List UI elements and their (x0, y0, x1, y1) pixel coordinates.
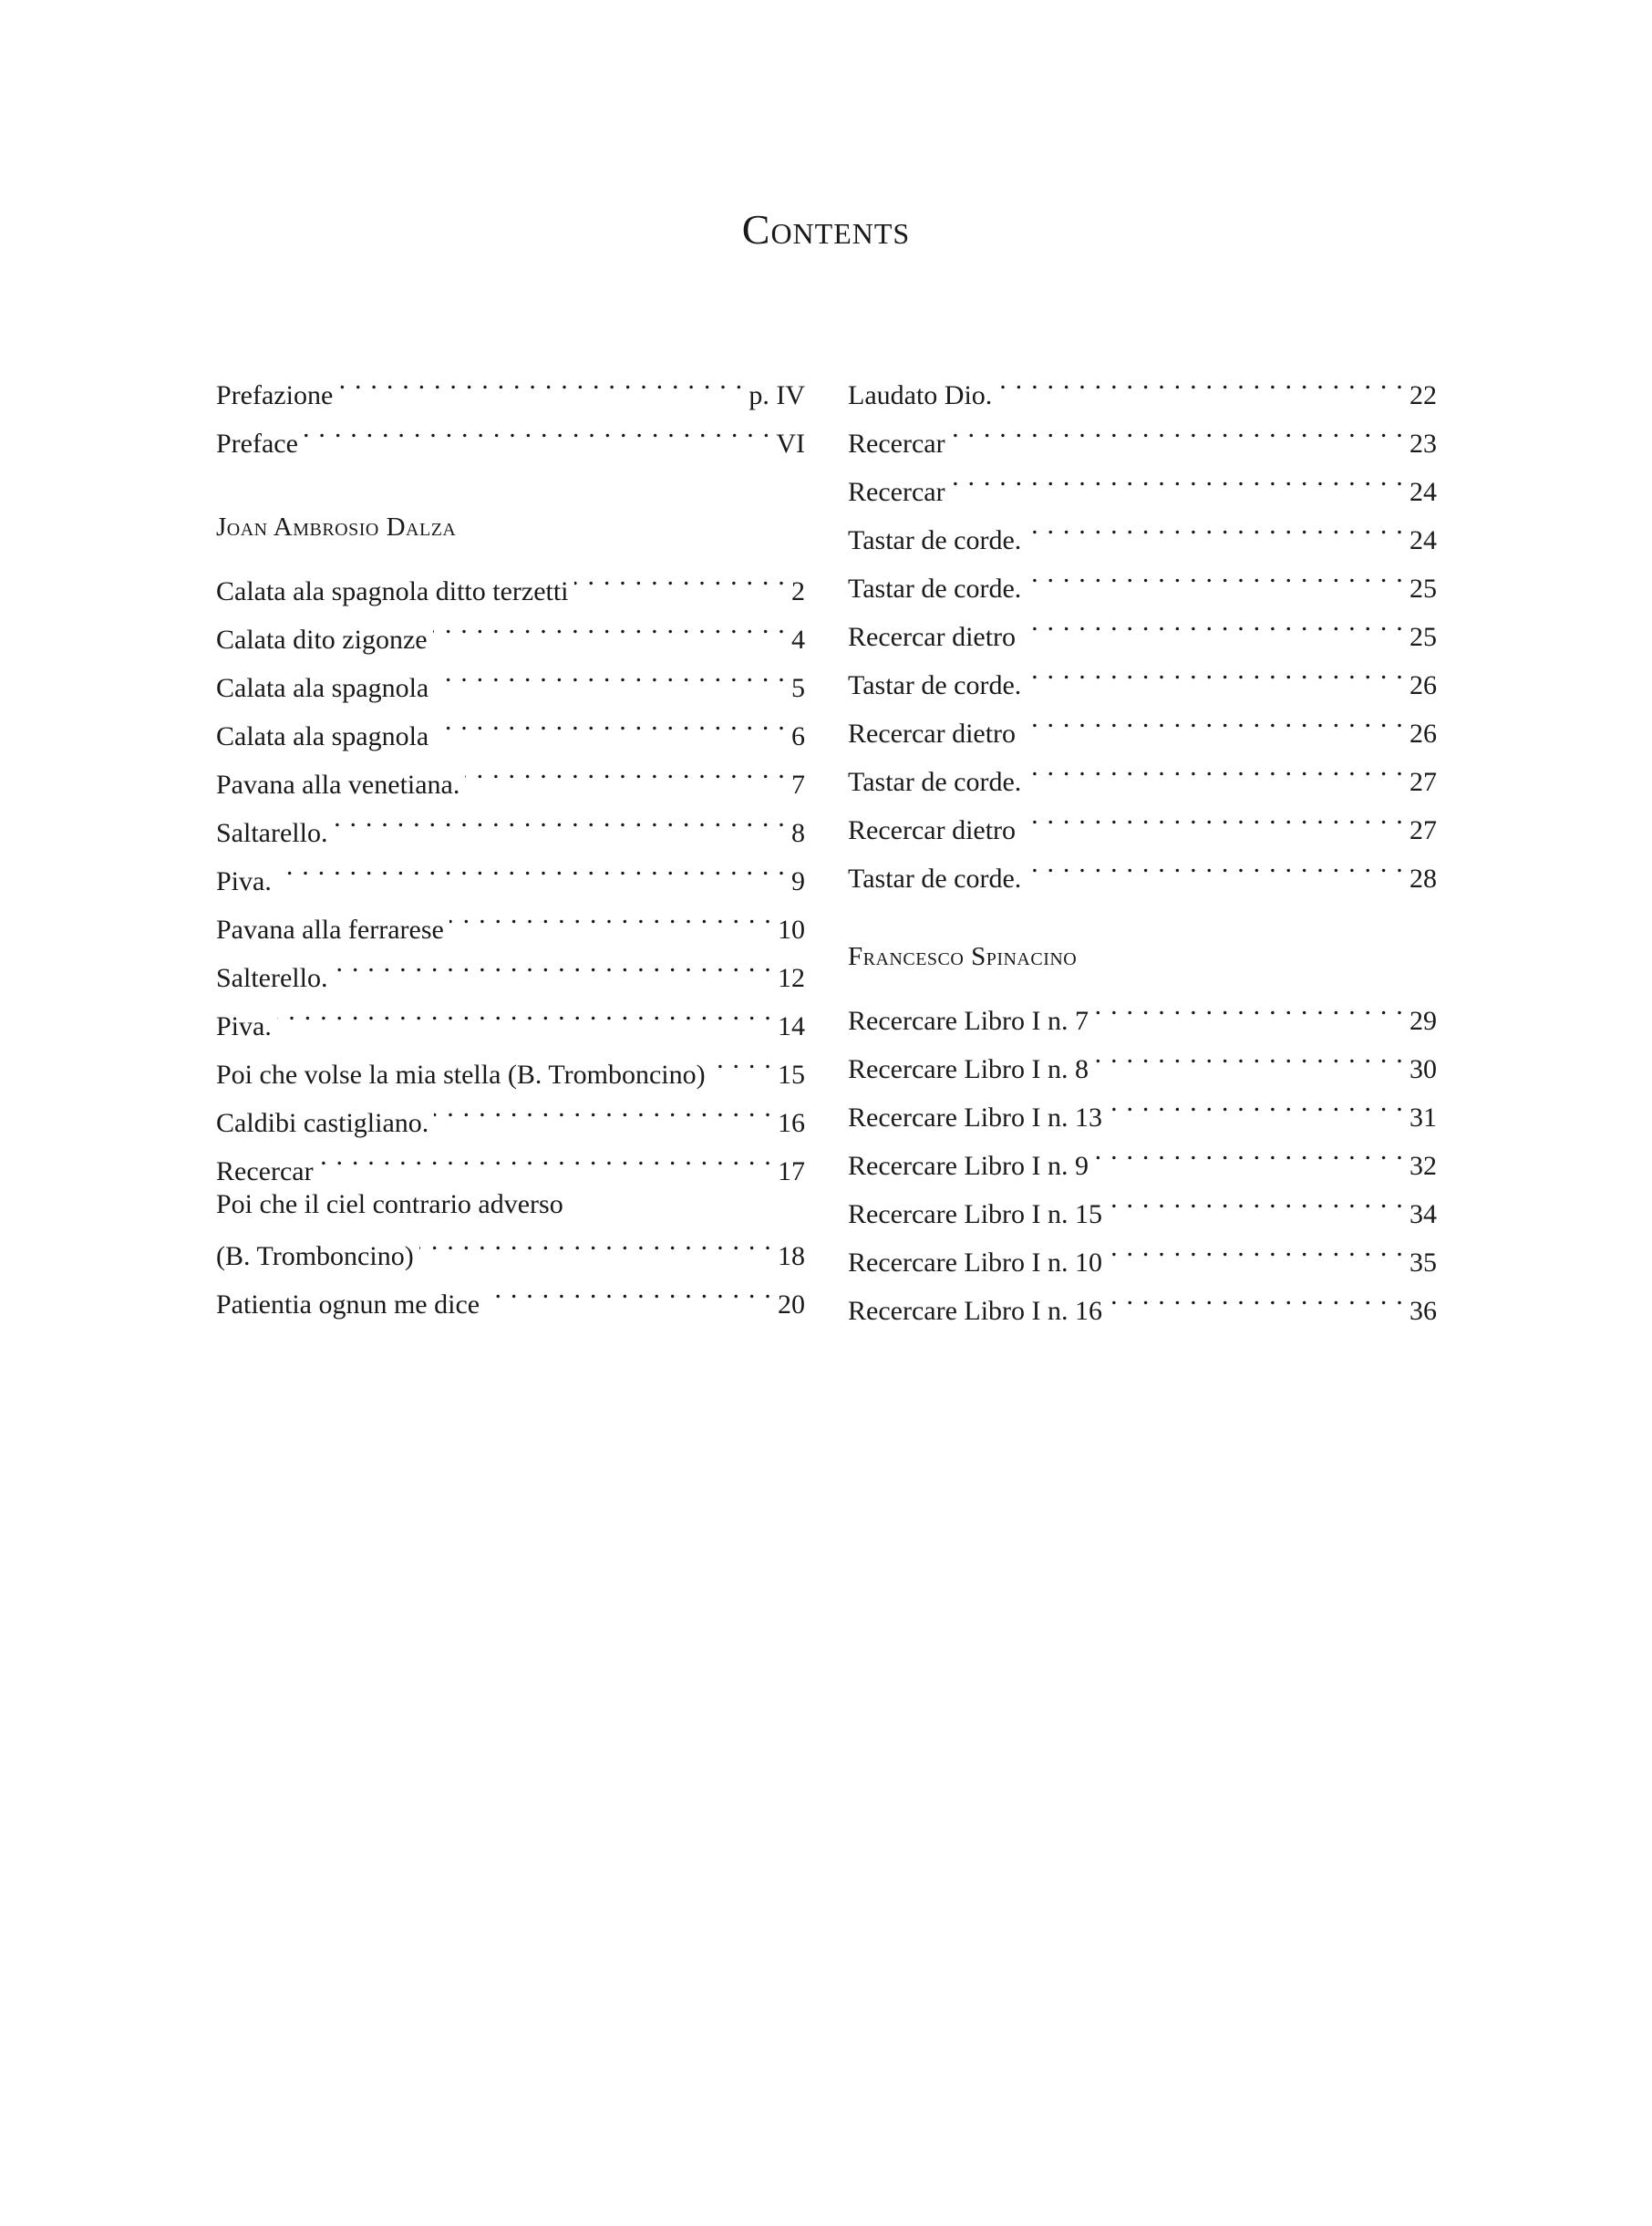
entry-page: 23 (1409, 429, 1437, 459)
entry-page: VI (776, 429, 805, 459)
entry-page: 26 (1409, 670, 1437, 700)
entry-title: Tastar de corde. (848, 574, 1022, 604)
entry-title: Recercar dietro (848, 719, 1017, 749)
entry-title: Laudato Dio. (848, 380, 993, 410)
entry-page: 35 (1409, 1248, 1437, 1278)
entry-title: Piva. (216, 1011, 272, 1041)
entry-page: 25 (1409, 574, 1437, 604)
dot-leader (574, 552, 786, 600)
entry-title: Calata ala spagnola (216, 673, 429, 703)
dot-leader (1094, 1030, 1404, 1078)
entry-title: Pavana alla venetiana. (216, 770, 460, 800)
dot-leader (997, 356, 1404, 404)
entry-title: Poi che volse la mia stella (B. Tromboncino) (216, 1060, 706, 1090)
entry-title: Salterello. (216, 963, 328, 993)
entry-page: 22 (1409, 380, 1437, 410)
entry-title: Caldibi castigliano. (216, 1108, 429, 1138)
entry-page: 18 (778, 1241, 805, 1271)
dot-leader (465, 745, 786, 793)
dot-leader (1108, 1271, 1404, 1320)
dot-leader (1021, 597, 1404, 646)
entry-page: 31 (1409, 1103, 1437, 1133)
entry-title: Saltarello. (216, 818, 328, 848)
entry-title: Recercar dietro (848, 622, 1017, 652)
entry-title: Prefazione (216, 380, 334, 410)
entry-page: p. IV (749, 380, 805, 410)
entry-title: Recercar dietro (848, 815, 1017, 845)
entry-page: 32 (1409, 1151, 1437, 1181)
dot-leader (333, 793, 786, 842)
entry-title: Calata dito zigonze (216, 625, 428, 655)
entry-title: Pavana alla ferrarese (216, 915, 444, 945)
toc-left-column (216, 356, 805, 1320)
entry-title: Recercare Libro I n. 15 (848, 1199, 1103, 1229)
toc-entry[interactable] (216, 356, 805, 410)
dot-leader (485, 1265, 772, 1313)
dot-leader (304, 404, 770, 452)
entry-title-line2: (B. Tromboncino) (216, 1241, 414, 1271)
toc-entry[interactable] (216, 842, 805, 896)
section-heading-dalza: Joan Ambrosio Dalza (216, 512, 457, 542)
entry-title: Tastar de corde. (848, 864, 1022, 894)
entry-page: 12 (778, 963, 805, 993)
entry-page: 36 (1409, 1296, 1437, 1326)
entry-page: 29 (1409, 1006, 1437, 1036)
dot-leader (1108, 1175, 1404, 1223)
entry-title: Calata ala spagnola ditto terzetti (216, 576, 569, 606)
entry-page: 5 (791, 673, 805, 703)
dot-leader (951, 404, 1404, 452)
entry-title: Recercare Libro I n. 16 (848, 1296, 1103, 1326)
entry-page: 2 (791, 576, 805, 606)
entry-title: Recercare Libro I n. 7 (848, 1006, 1089, 1036)
entry-page: 4 (791, 625, 805, 655)
entry-page: 17 (778, 1156, 805, 1186)
entry-title: Piva. (216, 866, 272, 896)
toc-right-column (848, 356, 1437, 1326)
dot-leader (1108, 1223, 1404, 1271)
dot-leader (277, 987, 772, 1035)
entry-page: 25 (1409, 622, 1437, 652)
entry-page: 27 (1409, 815, 1437, 845)
dot-leader (951, 452, 1404, 501)
section-heading-spinacino: Francesco Spinacino (848, 942, 1078, 971)
entry-page: 24 (1409, 525, 1437, 555)
entry-title: Tastar de corde. (848, 670, 1022, 700)
entry-title: Patientia ognun me dice (216, 1289, 480, 1320)
entry-page: 10 (778, 915, 805, 945)
dot-leader (338, 356, 743, 404)
dot-leader (1027, 501, 1404, 549)
dot-leader (319, 1132, 772, 1180)
dot-leader (277, 842, 786, 890)
entry-page: 15 (778, 1060, 805, 1090)
entry-title: Tastar de corde. (848, 525, 1022, 555)
dot-leader (711, 1035, 772, 1083)
entry-title: Recercar (848, 477, 945, 507)
entry-page: 14 (778, 1011, 805, 1041)
entry-title: Tastar de corde. (848, 767, 1022, 797)
toc-entry-multiline[interactable] (216, 1180, 805, 1271)
dot-leader (449, 890, 772, 938)
entry-page: 16 (778, 1108, 805, 1138)
entry-page: 6 (791, 721, 805, 751)
entry-title: Preface (216, 429, 298, 459)
dot-leader (1108, 1078, 1404, 1126)
entry-page: 9 (791, 866, 805, 896)
entry-page: 26 (1409, 719, 1437, 749)
dot-leader (434, 1083, 772, 1132)
toc-entry[interactable] (216, 890, 805, 945)
dot-leader (1027, 549, 1404, 597)
entry-page: 8 (791, 818, 805, 848)
entry-title: Recercare Libro I n. 8 (848, 1054, 1089, 1084)
entry-title: Recercar (848, 429, 945, 459)
dot-leader (1027, 742, 1404, 791)
toc-entry[interactable] (216, 552, 805, 606)
toc-entry[interactable] (216, 1035, 805, 1090)
entry-page: 7 (791, 770, 805, 800)
dot-leader (1027, 839, 1404, 887)
toc-entry[interactable] (848, 356, 1437, 410)
entry-title: Recercare Libro I n. 10 (848, 1248, 1103, 1278)
dot-leader (419, 1217, 772, 1265)
dot-leader (1021, 791, 1404, 839)
toc-entry[interactable] (216, 404, 805, 459)
dot-leader (1094, 981, 1404, 1030)
dot-leader (1027, 646, 1404, 694)
entry-page: 24 (1409, 477, 1437, 507)
toc-entry[interactable] (848, 981, 1437, 1036)
entry-title: Calata ala spagnola (216, 721, 429, 751)
dot-leader (333, 938, 772, 987)
dot-leader (1094, 1126, 1404, 1175)
dot-leader (1021, 694, 1404, 742)
entry-page: 28 (1409, 864, 1437, 894)
entry-page: 34 (1409, 1199, 1437, 1229)
dot-leader (433, 600, 786, 648)
entry-title: Recercare Libro I n. 13 (848, 1103, 1103, 1133)
entry-title: Recercare Libro I n. 9 (848, 1151, 1089, 1181)
dot-leader (434, 648, 786, 697)
entry-page: 20 (778, 1289, 805, 1320)
page-title: Contents (741, 206, 911, 253)
dot-leader (434, 697, 786, 745)
entry-title: Recercar (216, 1156, 314, 1186)
entry-page: 30 (1409, 1054, 1437, 1084)
entry-page: 27 (1409, 767, 1437, 797)
entry-title-line1: Poi che il ciel contrario adverso (216, 1189, 563, 1219)
toc-entry[interactable] (216, 987, 805, 1041)
